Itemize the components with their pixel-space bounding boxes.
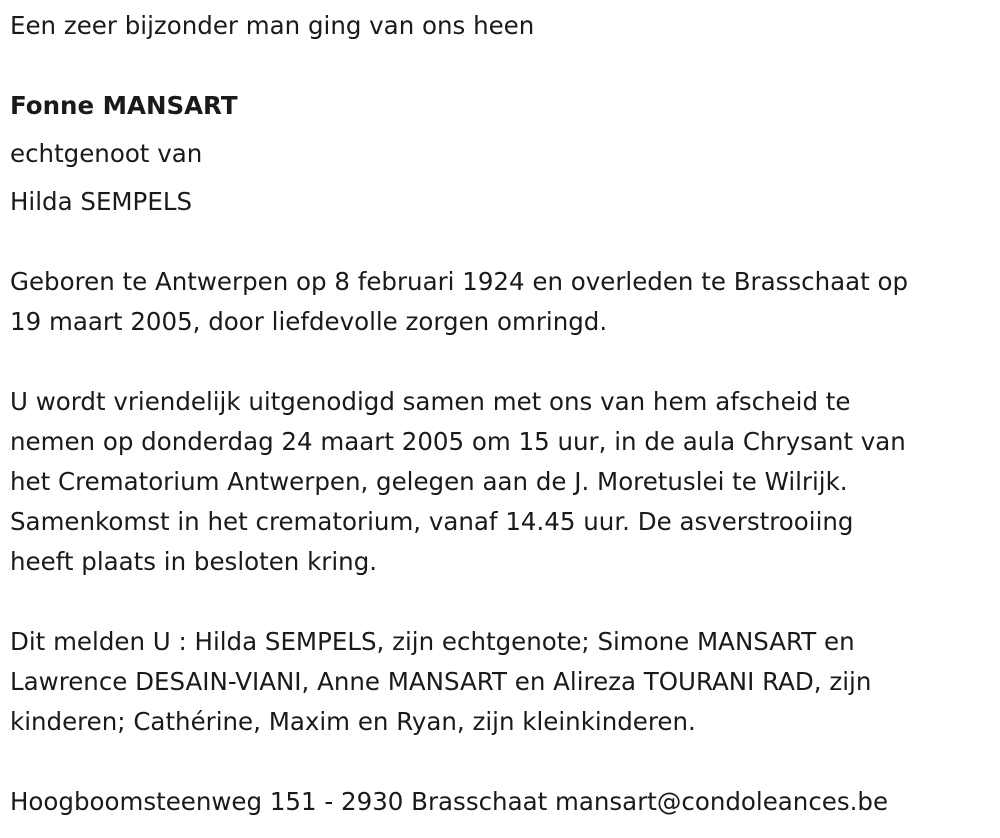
family-paragraph: [10, 622, 871, 742]
spouse-name: Hilda SEMPELS: [10, 187, 193, 216]
paragraph-line: Samenkomst in het crematorium, vanaf 14.45 uur. De asverstrooiing: [10, 507, 854, 536]
paragraph-line: Lawrence DESAIN-VIANI, Anne MANSART en Alireza TOURANI RAD, zijn: [10, 667, 872, 696]
paragraph-line: U wordt vriendelijk uitgenodigd samen met ons van hem afscheid te: [10, 387, 851, 416]
paragraph-line: het Crematorium Antwerpen, gelegen aan de J. Moretuslei te Wilrijk.: [10, 467, 848, 496]
address-line: Hoogboomsteenweg 151 - 2930 Brasschaat mansart@condoleances.be: [10, 787, 889, 816]
paragraph-line: nemen op donderdag 24 maart 2005 om 15 uur, in de aula Chrysant van: [10, 427, 906, 456]
paragraph-line: 19 maart 2005, door liefdevolle zorgen omringd.: [10, 307, 608, 336]
paragraph-line: Geboren te Antwerpen op 8 februari 1924 en overleden te Brasschaat op: [10, 267, 909, 296]
paragraph-line: heeft plaats in besloten kring.: [10, 547, 378, 576]
deceased-name: Fonne MANSART: [10, 91, 238, 120]
invitation-paragraph: [10, 382, 906, 582]
born-paragraph: [10, 262, 908, 342]
paragraph-line: Dit melden U : Hilda SEMPELS, zijn echtgenote; Simone MANSART en: [10, 627, 855, 656]
relation-text: echtgenoot van: [10, 139, 203, 168]
intro-text: Een zeer bijzonder man ging van ons heen: [10, 11, 535, 40]
paragraph-line: kinderen; Cathérine, Maxim en Ryan, zijn kleinkinderen.: [10, 707, 696, 736]
